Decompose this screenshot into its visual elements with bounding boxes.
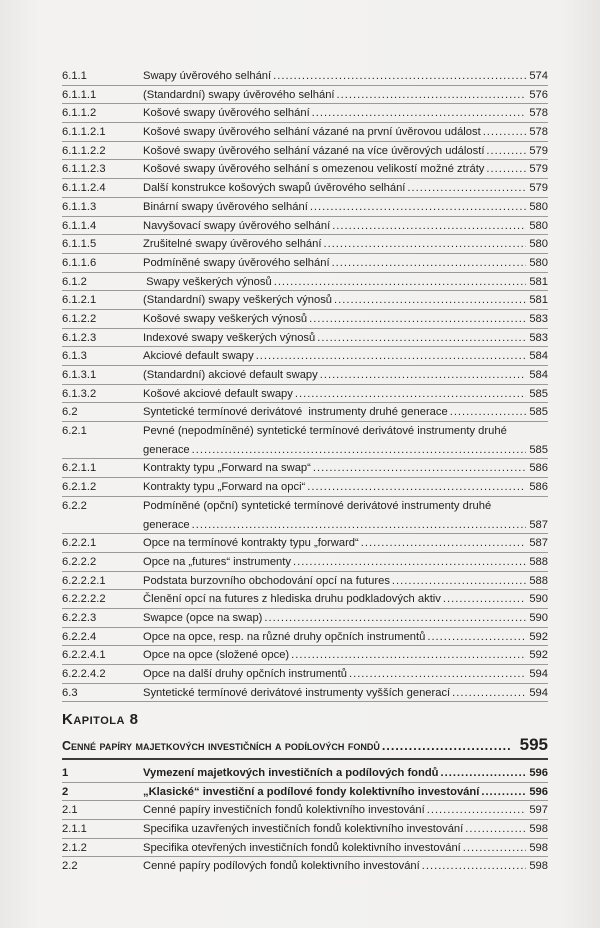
entry-number: 6.2.1.2	[62, 481, 97, 494]
entry-title: Swapy veškerých výnosů	[143, 275, 272, 288]
entry-page: 585	[529, 406, 548, 419]
entry-number: 6.2.2.2.1	[62, 574, 106, 587]
leader-dots	[427, 628, 526, 647]
entry-page: 594	[529, 686, 548, 699]
entry-page: 598	[529, 841, 548, 854]
entry-page: 586	[529, 462, 548, 475]
entry-page: 580	[529, 219, 548, 232]
entry-title: Cenné papíry podílových fondů kolektivního investování	[143, 860, 420, 873]
entry-number: 6.2.2.2	[62, 555, 97, 568]
leader-dots	[443, 590, 526, 609]
toc-entry	[62, 366, 548, 385]
entry-page: 581	[529, 275, 548, 288]
entry-page: 592	[529, 630, 548, 643]
leader-dots	[293, 553, 526, 572]
toc-entry	[62, 646, 548, 665]
leader-dots	[313, 459, 526, 478]
toc-entry	[62, 254, 548, 273]
entry-title: Členění opcí na futures z hlediska druhu podkladových aktiv	[143, 593, 441, 606]
entry-page: 585	[529, 387, 548, 400]
entry-number: 6.1.1.5	[62, 238, 97, 251]
leader-dots	[192, 441, 526, 460]
entry-page: 579	[529, 182, 548, 195]
leader-dots	[312, 104, 526, 123]
toc-entry	[62, 783, 548, 802]
toc-entry	[62, 291, 548, 310]
toc-entry	[62, 123, 548, 142]
toc-entry	[62, 684, 548, 703]
leader-dots	[465, 820, 526, 839]
entry-page: 579	[529, 144, 548, 157]
entry-number: 6.1.1.2	[62, 107, 97, 120]
entry-title: Opce na další druhy opčních instrumentů	[143, 668, 347, 681]
toc-entry	[62, 86, 548, 105]
entry-title: Navyšovací swapy úvěrového selhání	[143, 219, 331, 232]
chapter-title-row	[62, 735, 548, 757]
entry-title-line1: Pevné (nepodmíněné) syntetické termínové derivátové instrumenty druhé	[143, 425, 507, 438]
entry-title: Zrušitelné swapy úvěrového selhání	[143, 238, 322, 251]
entry-title: Košové swapy úvěrového selhání vázané na první úvěrovou událost	[143, 126, 481, 139]
entry-number: 6.1.1	[62, 70, 87, 82]
entry-title: (Standardní) swapy úvěrového selhání	[143, 88, 335, 101]
toc-entry	[62, 764, 548, 783]
entry-title: Další konstrukce košových swapů úvěrového selhání	[143, 182, 406, 195]
entry-title-line2: generace	[143, 443, 190, 456]
entry-page: 596	[529, 785, 548, 798]
entry-title: Košové akciové default swapy	[143, 387, 293, 400]
entry-number: 6.2.1.1	[62, 462, 97, 475]
leader-dots	[441, 764, 526, 783]
entry-number: 6.1.1.1	[62, 88, 97, 101]
entry-number: 6.1.2.1	[62, 294, 97, 307]
toc-entry	[62, 217, 548, 236]
toc-entry	[62, 572, 548, 591]
leader-dots	[486, 160, 526, 179]
chapter-rule	[62, 758, 548, 760]
chapter-title: Cenné papíry majetkových investičních a podílových fondů	[62, 739, 380, 753]
entry-title: Vymezení majetkových investičních a podílových fondů	[143, 767, 439, 779]
entry-title: Opce na opce, resp. na různé druhy opčních instrumentů	[143, 630, 426, 643]
entry-title: Opce na termínové kontrakty typu „forward“	[143, 537, 359, 550]
toc-entry	[62, 553, 548, 572]
toc-entry	[62, 628, 548, 647]
entry-number: 2.1.1	[62, 823, 87, 836]
toc-entry	[62, 609, 548, 628]
entry-title: Cenné papíry investičních fondů kolektivního investování	[143, 804, 425, 817]
entry-number: 6.1.3	[62, 350, 87, 363]
toc-entry	[62, 142, 548, 161]
entry-title: Podmíněné swapy úvěrového selhání	[143, 256, 330, 269]
leader-dots	[392, 572, 526, 591]
entry-title: Košové swapy úvěrového selhání vázané na více úvěrových událostí	[143, 144, 485, 157]
entry-page: 574	[529, 70, 548, 82]
toc-entry	[62, 310, 548, 329]
toc-entry	[62, 347, 548, 366]
toc-entry	[62, 820, 548, 839]
entry-title: Swapy úvěrového selhání	[143, 70, 272, 82]
entry-number: 6.1.2	[62, 275, 87, 288]
leader-dots	[332, 254, 526, 273]
leader-dots	[332, 217, 526, 236]
entry-page: 580	[529, 200, 548, 213]
entry-page: 588	[529, 555, 548, 568]
leader-dots	[273, 67, 526, 86]
toc-entry	[62, 179, 548, 198]
entry-title: Binární swapy úvěrového selhání	[143, 200, 308, 213]
entry-title: Specifika otevřených investičních fondů kolektivního investování	[143, 841, 461, 854]
entry-number: 6.2.2.3	[62, 611, 97, 624]
leader-dots	[422, 857, 526, 876]
entry-number: 6.1.1.4	[62, 219, 97, 232]
entry-title: Košové swapy úvěrového selhání	[143, 107, 310, 120]
entry-page: 597	[529, 804, 548, 817]
leader-dots	[291, 646, 526, 665]
chapter-contents	[62, 764, 548, 876]
entry-page: 590	[529, 611, 548, 624]
entry-page: 586	[529, 481, 548, 494]
toc-entry	[62, 497, 548, 534]
entry-page: 587	[529, 537, 548, 550]
entry-number: 6.1.1.2.4	[62, 182, 106, 195]
entry-number: 6.1.1.3	[62, 200, 97, 213]
entry-number: 6.2.2.1	[62, 537, 97, 550]
leader-dots	[310, 198, 526, 217]
leader-dots	[309, 310, 526, 329]
entry-number: 6.1.3.2	[62, 387, 97, 400]
entry-page: 580	[529, 256, 548, 269]
entry-number: 2.1	[62, 804, 78, 817]
entry-number: 6.1.1.2.1	[62, 126, 106, 139]
leader-dots	[264, 609, 526, 628]
entry-number: 2.1.2	[62, 841, 87, 854]
entry-title: Specifika uzavřených investičních fondů kolektivního investování	[143, 823, 464, 836]
leader-dots	[349, 665, 526, 684]
entry-page: 580	[529, 238, 548, 251]
entry-title: (Standardní) swapy veškerých výnosů	[143, 294, 333, 307]
chapter-page: 595	[519, 735, 548, 754]
chapter-label: Kapitola 8	[62, 711, 139, 728]
entry-title: Podstata burzovního obchodování opcí na futures	[143, 574, 390, 587]
entry-title-line1: Podmíněné (opční) syntetické termínové derivátové instrumenty druhé	[143, 499, 492, 512]
leader-dots	[361, 534, 526, 553]
entry-title: „Klasické“ investiční a podílové fondy kolektivního investování	[143, 785, 480, 798]
toc-entry	[62, 273, 548, 292]
toc-entry	[62, 459, 548, 478]
entry-number: 6.2.2.2.2	[62, 593, 106, 606]
leader-dots	[452, 684, 526, 703]
leader-dots	[427, 801, 526, 820]
entry-page: 584	[529, 369, 548, 381]
entry-number: 1	[62, 767, 69, 779]
entry-number: 2.2	[62, 860, 78, 873]
entry-page: 598	[529, 823, 548, 836]
entry-title: Akciové default swapy	[143, 350, 254, 363]
toc-entry	[62, 160, 548, 179]
entry-title: Syntetické termínové derivátové instrumenty vyšších generací	[143, 686, 451, 699]
entry-title: Košové swapy veškerých výnosů	[143, 312, 308, 325]
entry-title-line2: generace	[143, 518, 190, 531]
toc-entry	[62, 801, 548, 820]
toc-entry	[62, 385, 548, 404]
toc-entry	[62, 67, 548, 86]
leader-dots	[463, 839, 526, 858]
toc-entry	[62, 235, 548, 254]
entry-title: Opce na „futures“ instrumenty	[143, 555, 291, 568]
entry-page: 594	[529, 668, 548, 681]
toc-entry	[62, 534, 548, 553]
entry-page: 596	[529, 767, 548, 779]
toc-entry	[62, 857, 548, 876]
entry-page: 585	[529, 443, 548, 456]
leader-dots	[337, 86, 526, 105]
leader-dots	[450, 403, 526, 422]
leader-dots	[382, 739, 512, 753]
entry-number: 2	[62, 785, 69, 798]
entry-number: 6.2.1	[62, 425, 87, 438]
entry-page: 590	[529, 593, 548, 606]
leader-dots	[274, 273, 526, 292]
entry-page: 576	[529, 88, 548, 101]
entry-number: 6.2.2.4	[62, 630, 97, 643]
toc-entry	[62, 478, 548, 497]
entry-page: 588	[529, 574, 548, 587]
entry-number: 6.2.2	[62, 499, 87, 512]
entry-number: 6.2.2.4.2	[62, 668, 106, 681]
entry-page: 587	[529, 518, 548, 531]
entry-number: 6.1.1.2.2	[62, 144, 106, 157]
entry-number: 6.2.2.4.1	[62, 649, 106, 662]
entry-page: 583	[529, 331, 548, 344]
entry-page: 592	[529, 649, 548, 662]
entry-title: Syntetické termínové derivátové instrumenty druhé generace	[143, 406, 448, 419]
entry-title: Kontrakty typu „Forward na opci“	[143, 481, 306, 494]
entry-number: 6.1.3.1	[62, 369, 97, 381]
entry-title: Opce na opce (složené opce)	[143, 649, 290, 662]
entry-number: 6.1.1.6	[62, 256, 97, 269]
leader-dots	[481, 783, 526, 802]
leader-dots	[256, 347, 526, 366]
entry-number: 6.3	[62, 686, 78, 699]
entry-title: Swapce (opce na swap)	[143, 611, 263, 624]
leader-dots	[407, 179, 526, 198]
toc-entry	[62, 665, 548, 684]
toc-entry	[62, 839, 548, 858]
entry-title: Košové swapy úvěrového selhání s omezenou velikostí možné ztráty	[143, 163, 485, 176]
entry-page: 598	[529, 860, 548, 873]
leader-dots	[307, 478, 526, 497]
toc-entry	[62, 422, 548, 459]
entry-page: 581	[529, 294, 548, 307]
toc-entry	[62, 403, 548, 422]
toc-entry	[62, 104, 548, 123]
entry-number: 6.1.2.3	[62, 331, 97, 344]
table-of-contents	[62, 67, 548, 702]
entry-page: 584	[529, 350, 548, 363]
toc-entry	[62, 590, 548, 609]
entry-page: 578	[529, 107, 548, 120]
entry-title: Indexové swapy veškerých výnosů	[143, 331, 316, 344]
leader-dots	[334, 291, 526, 310]
leader-dots	[320, 366, 526, 385]
leader-dots	[486, 142, 526, 161]
leader-dots	[483, 123, 526, 142]
entry-number: 6.2	[62, 406, 78, 419]
leader-dots	[323, 235, 526, 254]
entry-page: 583	[529, 312, 548, 325]
entry-page: 579	[529, 163, 548, 176]
leader-dots	[317, 329, 526, 348]
toc-entry	[62, 198, 548, 217]
entry-number: 6.1.1.2.3	[62, 163, 106, 176]
entry-page: 578	[529, 126, 548, 139]
entry-title: (Standardní) akciové default swapy	[143, 369, 318, 381]
leader-dots	[295, 385, 526, 404]
entry-number: 6.1.2.2	[62, 312, 97, 325]
toc-entry	[62, 329, 548, 348]
leader-dots	[192, 516, 526, 535]
entry-title: Kontrakty typu „Forward na swap“	[143, 462, 311, 475]
